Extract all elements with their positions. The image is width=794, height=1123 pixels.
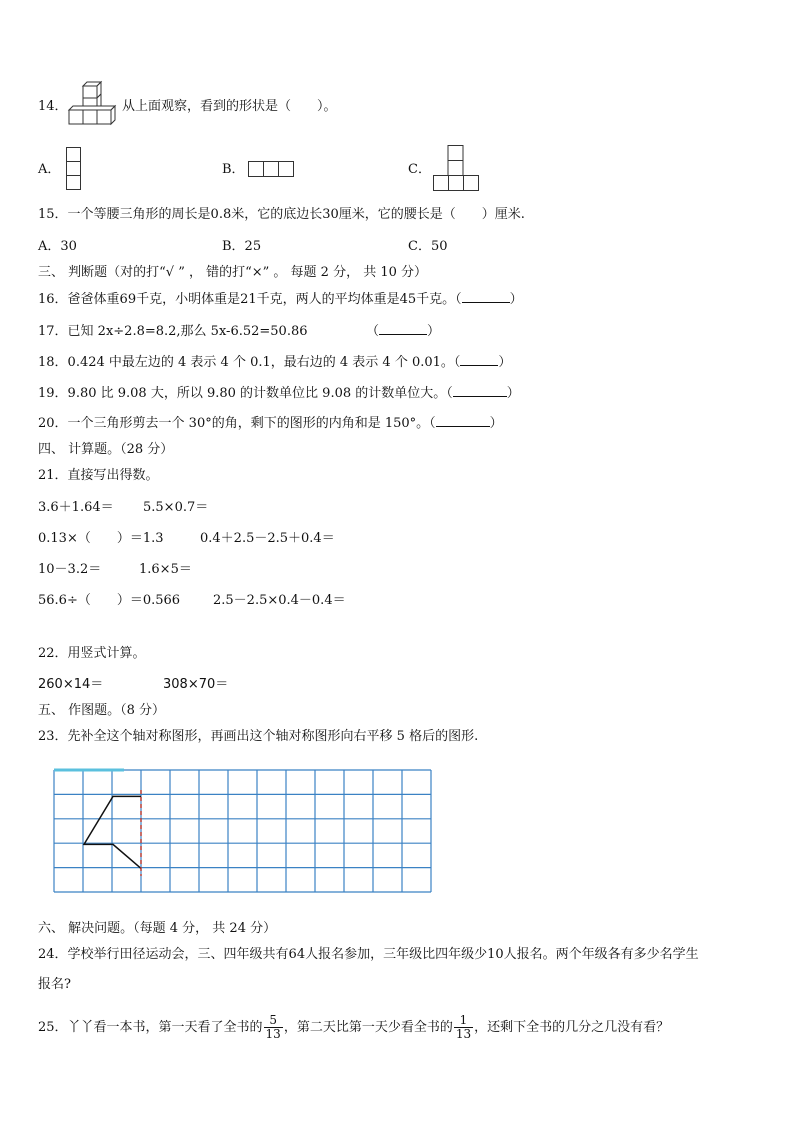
question-text: 25．丫丫看一本书，第一天看了全书的 [38,1020,263,1035]
question-text: 16．爸爸体重69千克，小明体重是21千克，两人的平均体重是45千克。（ [38,292,462,307]
section-6-title: 六、 解决问题。（每题 4 分， 共 24 分） [38,921,277,936]
calc-item: 56.6÷（ ）＝0.566 [38,593,181,608]
calc-item: 10－3.2＝ [38,562,102,577]
answer-blank[interactable] [436,414,490,427]
vertical-calc-item: 260×14＝ [38,677,104,692]
calc-item: 1.6×5＝ [139,562,192,577]
option-a[interactable]: A． [38,162,61,177]
paren-close: ） [489,416,503,431]
section-3-title: 三、 判断题（对的打“√ ” ， 错的打“×” 。 每题 2 分， 共 10 分） [38,265,428,280]
answer-blank[interactable] [462,290,510,303]
question-text: ，第二天比第一天少看全书的 [283,1020,453,1035]
question-22-title: 22．用竖式计算。 [38,646,146,661]
numerator: 5 [264,1014,283,1028]
paren-close: ） [506,386,520,401]
question-14 [38,98,68,116]
question-text: 19．9.80 比 9.08 大，所以 9.80 的计数单位比 9.08 的计数单位大。（ [38,386,453,401]
question-17 [38,322,440,341]
question-18 [38,353,511,372]
question-23-title: 23．先补全这个轴对称图形，再画出这个轴对称图形向右平移 5 格后的图形. [38,729,479,744]
option-b[interactable]: B．25 [222,239,262,254]
drawing-grid[interactable] [52,768,436,898]
calc-item: 0.13×（ ）＝1.3 [38,531,164,546]
question-24-line1: 24．学校举行田径运动会，三、四年级共有64人报名参加，三年级比四年级少10人报名。两个年级各有多少名学生 [38,947,699,962]
answer-blank[interactable] [453,384,507,397]
option-b-figure [247,160,295,178]
question-text: ，还剩下全书的几分之几没有看？ [474,1020,670,1035]
paren-close: ） [498,355,512,370]
calc-item: 3.6＋1.64＝ [38,500,114,515]
cube-stack-figure [66,80,122,134]
answer-blank[interactable] [460,353,498,366]
option-c-figure [432,144,480,192]
calc-item: 0.4＋2.5－2.5＋0.4＝ [200,531,335,546]
calc-item: 2.5－2.5×0.4－0.4＝ [213,593,346,608]
question-text: 17．已知 2x÷2.8=8.2,那么 5x-6.52=50.86 （ [38,324,379,339]
vertical-calc-item: 308×70＝ [163,677,229,692]
option-a-figure [65,146,83,192]
option-c[interactable]: C．50 [408,239,448,254]
question-24-line2: 报名? [38,977,71,992]
question-number: 14． [38,99,68,114]
option-a[interactable]: A．30 [38,239,77,254]
question-text: 18．0.424 中最左边的 4 表示 4 个 0.1，最右边的 4 表示 4 个 0.01。（ [38,355,461,370]
paren-close: ） [427,324,441,339]
section-4-title: 四、 计算题。（28 分） [38,442,174,457]
denominator: 13 [455,1027,472,1041]
fraction [454,1014,473,1041]
question-16 [38,290,523,309]
numerator: 1 [454,1014,473,1028]
fraction [264,1014,283,1041]
answer-blank[interactable] [379,322,427,335]
question-15: 15．一个等腰三角形的周长是0.8米，它的底边长30厘米，它的腰长是（ ）厘米. [38,207,525,222]
paren-close: ） [509,292,523,307]
option-b[interactable]: B． [222,162,245,177]
calc-item: 5.5×0.7＝ [143,500,209,515]
question-25 [38,1014,669,1041]
question-20 [38,414,503,433]
question-text: 20．一个三角形剪去一个 30°的角，剩下的图形的内角和是 150°。（ [38,416,436,431]
question-21-title: 21．直接写出得数。 [38,468,159,483]
question-19 [38,384,520,403]
question-14-text: 从上面观察，看到的形状是（ ）。 [122,99,337,114]
denominator: 13 [265,1027,281,1041]
section-5-title: 五、 作图题。（8 分） [38,703,166,718]
option-c[interactable]: C． [408,162,431,177]
